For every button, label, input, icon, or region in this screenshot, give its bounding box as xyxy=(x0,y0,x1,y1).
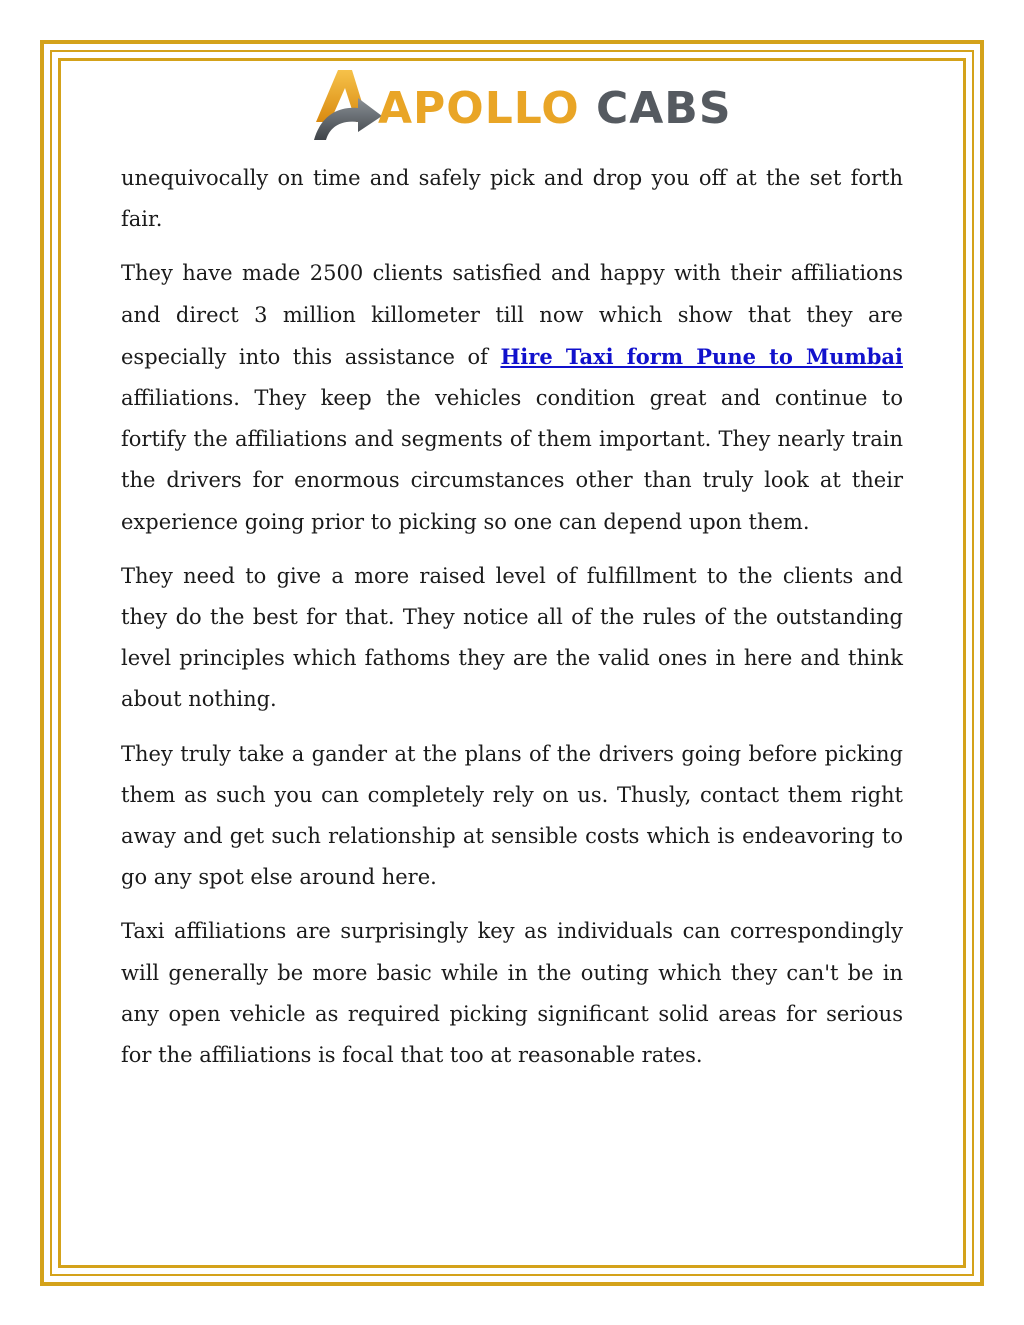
logo-wordmark xyxy=(378,84,732,134)
paragraph-2 xyxy=(121,253,917,542)
logo-word-cabs: CABS xyxy=(595,83,732,134)
paragraph-1: unequivocally on time and safely pick and drop you off at the set forth fair. xyxy=(121,166,903,232)
paragraph-2-after: affiliations. They keep the vehicles condition great and continue to fortify the affiliations and segments of them important. They nearly train the drivers for enormous circumstances other than truly look at their experience going prior to picking so one can depend upon them. xyxy=(121,344,917,534)
paragraph-2-before: They have made 2500 clients satisfied and happy with their affiliations and direct 3 million killometer till now which show that they are especially into this assistance of xyxy=(121,261,903,369)
paragraph-5: Taxi affiliations are surprisingly key as individuals can correspondingly will generally be more basic while in the outing which they can't be in any open vehicle as required picking significant solid areas for serious for the affiliations is focal that too at reasonable rates. xyxy=(121,919,903,1068)
logo-word-apollo: APOLLO xyxy=(378,83,580,134)
article-body xyxy=(121,158,917,1089)
apollo-cabs-logo xyxy=(308,66,732,146)
hire-taxi-pune-mumbai-link[interactable]: Hire Taxi form Pune to Mumbai xyxy=(500,343,903,369)
paragraph-3: They need to give a more raised level of fulfillment to the clients and they do the best for that. They notice all of the rules of the outstanding level principles which fathoms they are the valid ones in here and think about nothing. xyxy=(121,563,903,712)
logo-a-arrow-icon xyxy=(308,66,388,146)
paragraph-4: They truly take a gander at the plans of the drivers going before picking them as such you can completely rely on us. Thusly, contact them right away and get such relationship at sensible costs which is endeavoring to go any spot else around here. xyxy=(121,741,903,890)
